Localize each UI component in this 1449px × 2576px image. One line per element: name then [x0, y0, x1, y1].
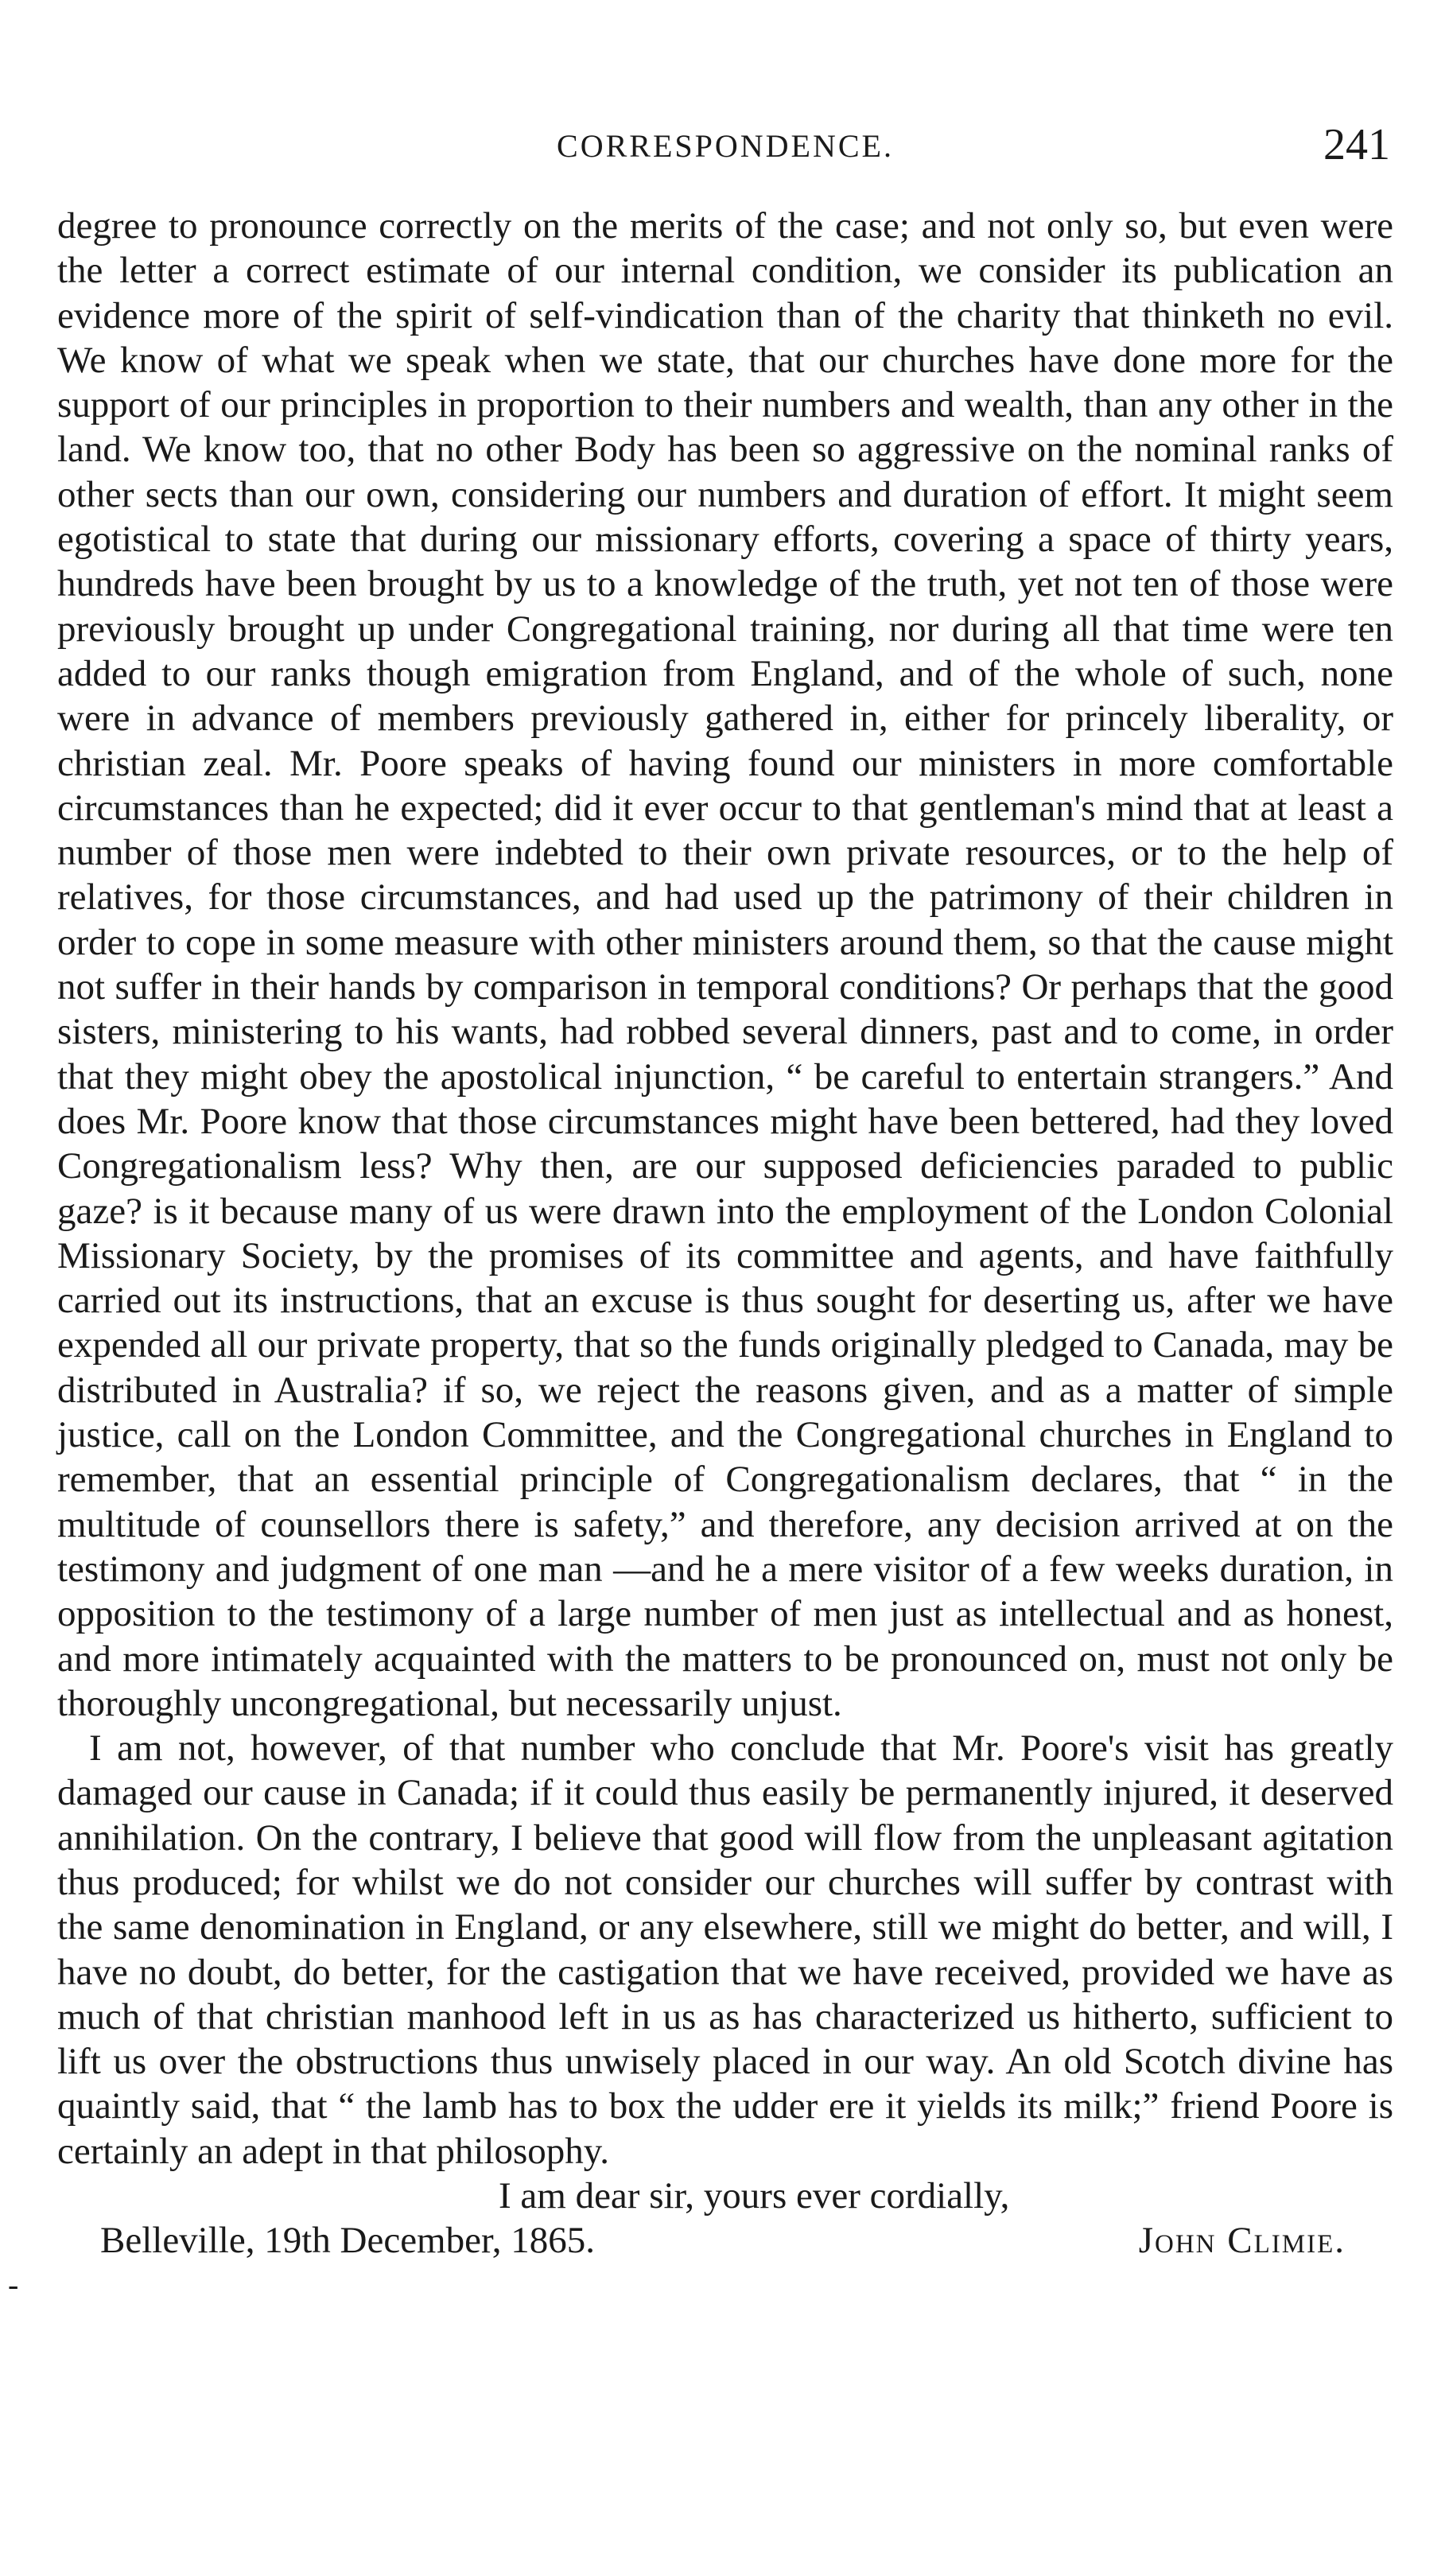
closing-salutation: I am dear sir, yours ever cordially, — [499, 2175, 1010, 2217]
running-head — [57, 119, 1393, 183]
signoff — [57, 2218, 1393, 2266]
margin-mark: - — [8, 2267, 19, 2302]
running-title: CORRESPONDENCE. — [557, 128, 894, 164]
paragraph-continued: degree to pronounce correctly on the merits of the case; and not only so, but even were the letter a correct estimate of our internal condition, we consider its publication an evidence more of the spirit of self-vindication than of the charity that thinketh no evil. We know of what we speak when we state, that our churches have done more for the support of our principles in proportion to their numbers and wealth, than any other in the land. We know too, that no other Body has been so aggressive on the nominal ranks of other sects than our own, considering our numbers and duration of effort. It might seem egotistical to state that during our missionary efforts, covering a space of thirty years, hundreds have been brought by us to a knowledge of the truth, yet not ten of those were previously brought up under Congregational training, nor during all that time were ten added to our ranks though emigration from England, and of the whole of such, none were in advance of members previously gathered in, either for princely liberality, or christian zeal. Mr. Poore speaks of having found our ministers in more comfortable circumstances than he expected; did it ever occur to that gentleman's mind that at least a number of those men were indebted to their own private resources, or to the help of relatives, for those circumstances, and had used up the patrimony of their children in order to cope in some measure with other ministers around them, so that the cause might not suffer in their hands by comparison in temporal conditions? Or perhaps that the good sisters, ministering to his wants, had robbed several dinners, past and to come, in order that they might obey the apostolical injunction, “ be careful to entertain strangers.” And does Mr. Poore know that those circumstances might have been bettered, had they loved Congregationalism less? Why then, are our supposed deficiencies paraded to public gaze? is it because many of us were drawn into the employment of the London Colonial Missionary Society, by the promises of its committee and agents, and have faithfully carried out its instructions, that an excuse is thus sought for deserting us, after we have expended all our private property, that so the funds originally pledged to Canada, may be distributed in Australia? if so, we reject the reasons given, and as a matter of simple justice, call on the London Committee, and the Congregational churches in England to remember, that an essential principle of Congregationalism declares, that “ in the multitude of counsellors there is safety,” and therefore, any decision arrived at on the testimony and judgment of one man —and he a mere visitor of a few weeks duration, in opposition to the testimony of a large number of men just as intellectual and as honest, and more intimately acquainted with the matters to be pronounced on, must not only be thoroughly uncongregational, but necessarily unjust. — [57, 205, 1393, 1724]
signature: John Climie. — [1138, 2220, 1346, 2262]
paragraph-conclusion: I am not, however, of that number who conclude that Mr. Poore's visit has greatly damaged our cause in Canada; if it could thus easily be permanently injured, it deserved annihilation. On the contrary, I believe that good will flow from the unpleasant agitation thus produced; for whilst we do not consider our churches will suffer by contrast with the same denomination in England, or any elsewhere, still we might do better, and will, I have no doubt, do better, for the castigation that we have received, provided we have as much of that christian manhood left in us as has characterized us hitherto, sufficient to lift us over the obstructions thus unwisely placed in our way. An old Scotch divine has quaintly said, that “ the lamb has to box the udder ere it yields its milk;” friend Poore is certainly an adept in that philosophy. — [57, 1727, 1393, 2172]
letter-body — [57, 204, 1393, 2174]
place-date: Belleville, 19th December, 1865. — [100, 2220, 595, 2262]
page-number: 241 — [1323, 120, 1390, 169]
document-page — [57, 119, 1393, 2266]
